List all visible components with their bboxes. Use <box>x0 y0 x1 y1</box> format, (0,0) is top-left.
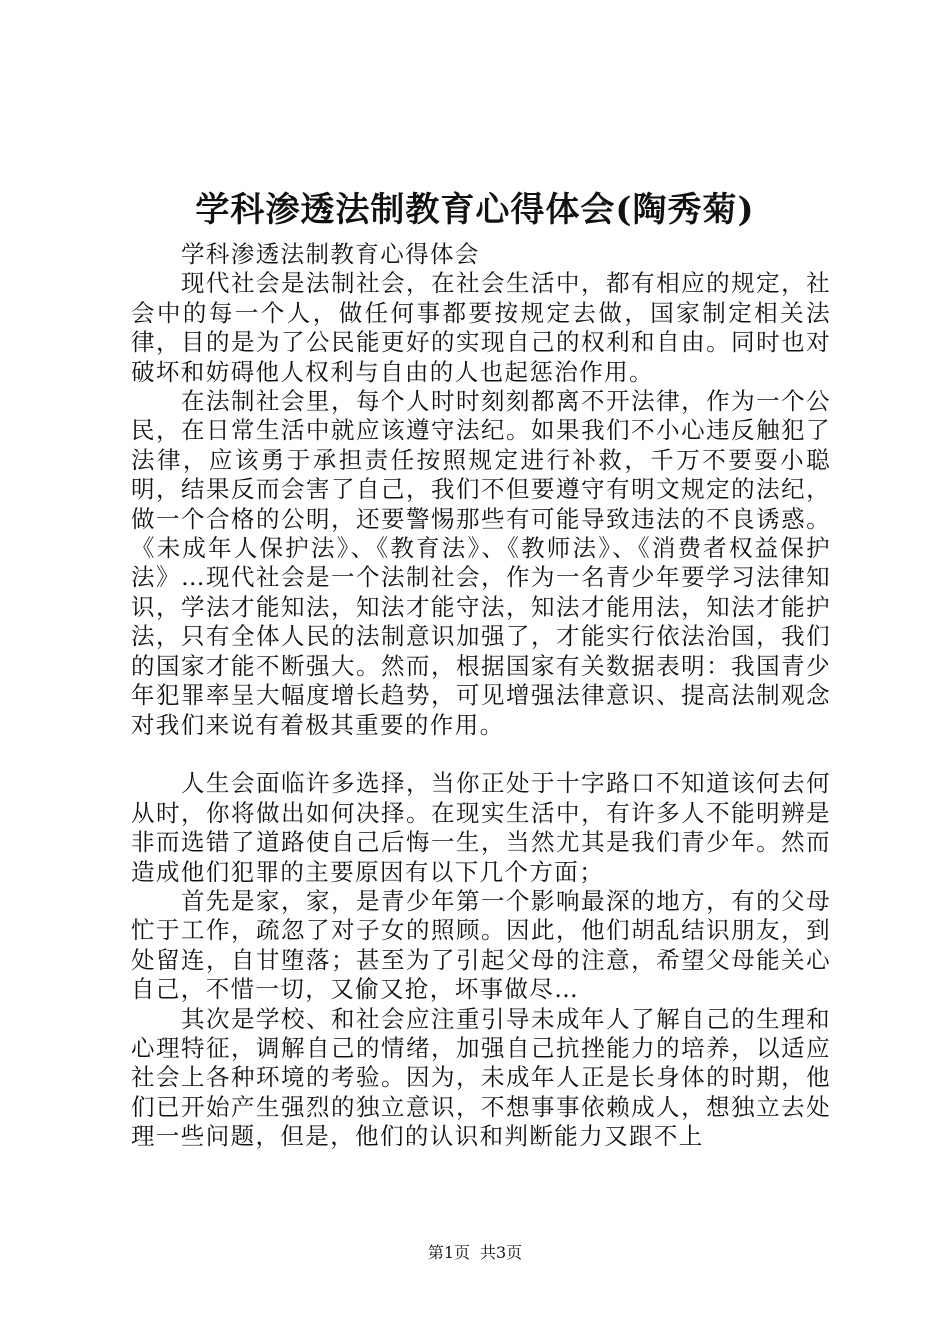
paragraph-spacer <box>131 740 831 769</box>
page-number: 第1页 <box>427 1243 470 1262</box>
page-footer <box>0 1242 950 1264</box>
paragraph: 人生会面临许多选择，当你正处于十字路口不知道该何去何从时，你将做出如何决择。在现实生活中，有许多人不能明辨是非而选错了道路使自己后悔一生，当然尤其是我们青少年。然而造成他们犯罪的主要原因有以下几个方面； <box>131 769 831 886</box>
paragraph: 其次是学校、和社会应注重引导未成年人了解自己的生理和心理特征，调解自己的情绪，加强自己抗挫能力的培养，以适应社会上各种环境的考验。因为，未成年人正是长身体的时期，他们已开始产生强烈的独立意识，不想事事依赖成人，想独立去处理一些问题，但是，他们的认识和判断能力又跟不上 <box>131 1004 831 1151</box>
document-title: 学科渗透法制教育心得体会(陶秀菊) <box>195 190 755 230</box>
paragraph: 在法制社会里，每个人时时刻刻都离不开法律，作为一个公民，在日常生活中就应该遵守法纪。如果我们不小心违反触犯了法律，应该勇于承担责任按照规定进行补救，千万不要耍小聪明，结果反而会害了自己，我们不但要遵守有明文规定的法纪，做一个合格的公明，还要警惕那些有可能导致违法的不良诱惑。《未成年人保护法》、《教育法》、《教师法》、《消费者权益保护法》…现代社会是一个法制社会，作为一名青少年要学习法律知识，学法才能知法，知法才能守法，知法才能用法，知法才能护法，只有全体人民的法制意识加强了，才能实行依法治国，我们的国家才能不断强大。然而，根据国家有关数据表明：我国青少年犯罪率呈大幅度增长趋势，可见增强法律意识、提高法制观念对我们来说有着极其重要的作用。 <box>131 387 831 739</box>
page-total: 共3页 <box>480 1243 523 1262</box>
document-body <box>131 240 831 1152</box>
paragraph: 首先是家，家，是青少年第一个影响最深的地方，有的父母忙于工作，疏忽了对子女的照顾。因此，他们胡乱结识朋友，到处留连，自甘堕落；甚至为了引起父母的注意，希望父母能关心自己，不惜一切，又偷又抢，坏事做尽… <box>131 886 831 1004</box>
paragraph-subtitle: 学科渗透法制教育心得体会 <box>181 240 480 268</box>
paragraph: 现代社会是法制社会，在社会生活中，都有相应的规定，社会中的每一个人，做任何事都要按规定去做，国家制定相关法律，目的是为了公民能更好的实现自己的权利和自由。同时也对破坏和妨碍他人权利与自由的人也起惩治作用。 <box>131 269 831 386</box>
